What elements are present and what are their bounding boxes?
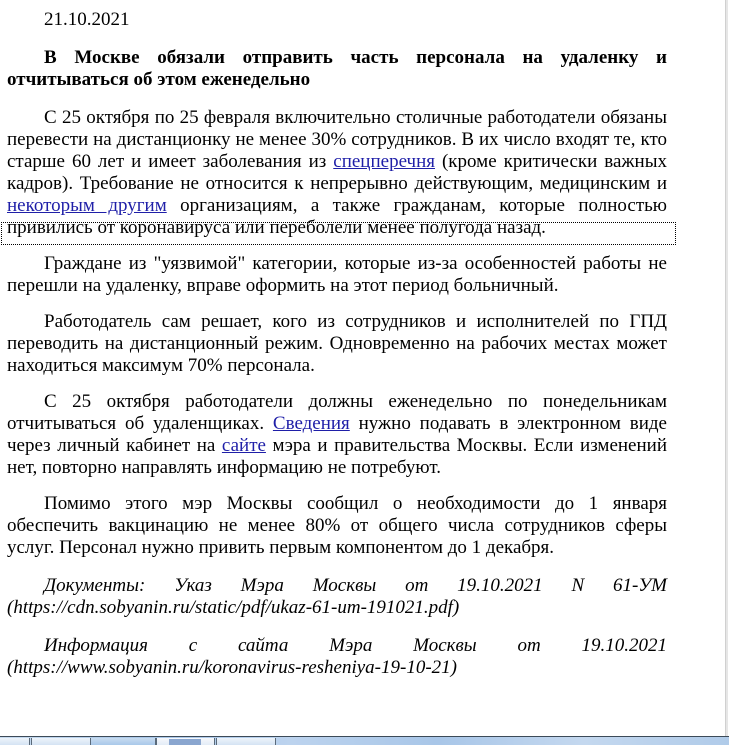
paragraph-text: С 25 октября работодатели должны еженедельно по понедельникам отчитываться об удаленщиках.	[7, 391, 667, 434]
document-title: В Москве обязали отправить часть персонала на удаленку и отчитываться об этом еженедельно	[7, 47, 667, 90]
paragraph-text: (кроме критически важных кадров). Требование не относится к непрерывно действующим, медицинским и	[7, 151, 667, 194]
paragraph	[7, 107, 667, 239]
paragraph-text: Работодатель сам решает, кого из сотрудников и исполнителей по ГПД переводить на дистанционный режим. Одновременно на рабочих местах может находиться максимум 70% персонала.	[7, 311, 667, 376]
link-info[interactable]: Сведения	[272, 413, 350, 434]
source-documents: Документы: Указ Мэра Москвы от 19.10.2021 N 61-УМ (https://cdn.sobyanin.ru/static/pdf/ukaz-61-um-191021.pdf)	[7, 575, 667, 618]
paragraph-text: С 25 октября по 25 февраля включительно столичные работодатели обязаны перевести на дистанционку не менее 30% сотрудников. В их число входят те, кто старше 60 лет и имеет заболевания из	[7, 107, 667, 172]
paragraph	[7, 391, 667, 479]
window-right-border	[725, 0, 728, 736]
link-site[interactable]: сайте	[221, 435, 266, 456]
document-body	[7, 0, 667, 679]
link-special-list[interactable]: спецперечня	[333, 151, 435, 172]
paragraph-text: организациям, а также гражданам, которые полностью привились от коронавируса или переболели менее полугода назад.	[7, 195, 667, 238]
paragraph	[7, 493, 667, 559]
source-info: Информация с сайта Мэра Москвы от 19.10.2021 (https://www.sobyanin.ru/koronavirus-resheniya-19-10-21)	[7, 635, 667, 678]
app-icon	[169, 739, 201, 745]
paragraph	[7, 253, 667, 297]
paragraph	[7, 311, 667, 377]
paragraph-text: нужно подавать в электронном виде через личный кабинет на	[7, 413, 667, 456]
paragraph-text: Граждане из "уязвимой" категории, которые из-за особенностей работы не перешли на удаленку, вправе оформить на этот период больничный.	[7, 253, 667, 296]
paragraph-text: мэра и правительства Москвы. Если изменений нет, повторно направлять информацию не потребуют.	[7, 435, 667, 478]
link-some-others[interactable]: некоторым другим	[7, 195, 167, 216]
paragraph-text: Помимо этого мэр Москвы сообщил о необходимости до 1 января обеспечить вакцинацию не менее 80% от общего числа сотрудников сферы услуг. Персонал нужно привить первым компонентом до 1 декабря.	[7, 493, 667, 558]
document-date: 21.10.2021	[44, 9, 130, 30]
